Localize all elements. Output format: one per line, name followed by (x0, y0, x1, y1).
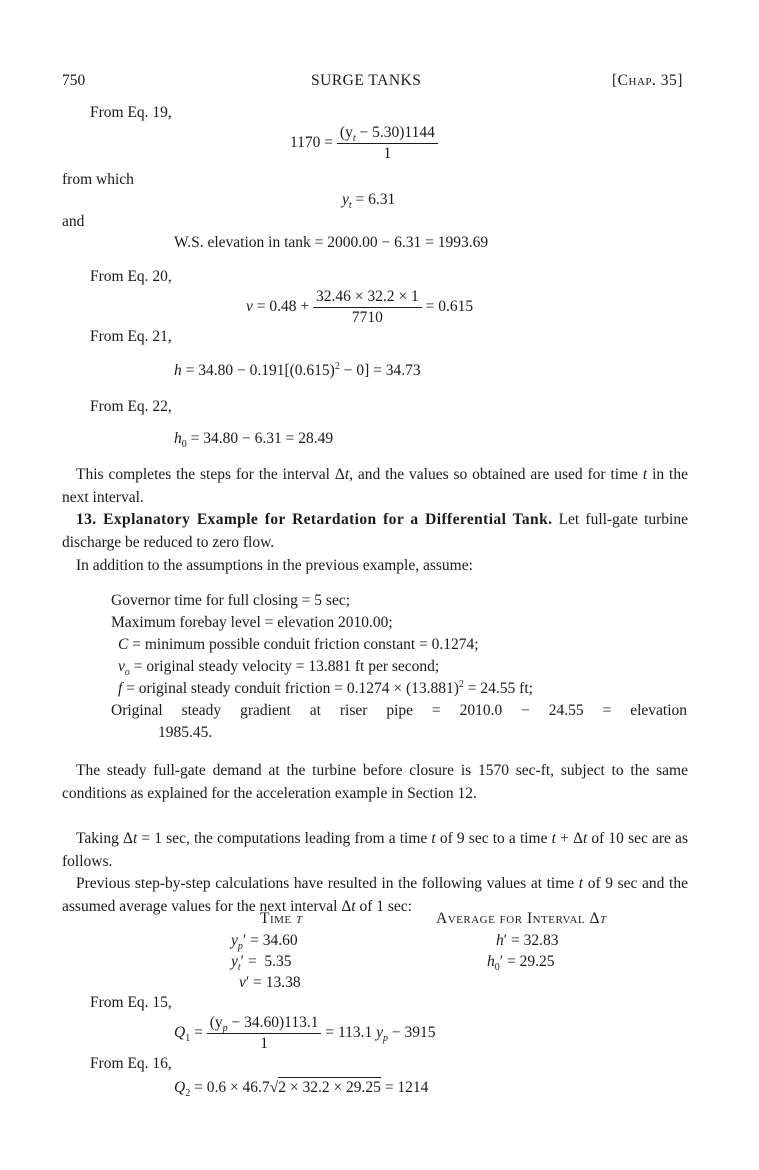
assumption-gradient-cont: 1985.45. (158, 724, 213, 741)
paragraph-taking-dt: Taking Δt = 1 sec, the computations leading from a time t of 9 sec to a time t + Δt of 10 sec are as follows. (62, 830, 688, 870)
section-13-intro: In addition to the assumptions in the previous example, assume: (76, 557, 473, 574)
assumption-gradient: Original steady gradient at riser pipe = 2010.0 − 24.55 = elevation (111, 702, 687, 719)
table-header-time: Time t (260, 910, 303, 927)
equation-eq15: $Q_1$ = $\frac{(y_p - 34.60)113.1}{1}$ = 113.1 $y_p - 3915$ (174, 1014, 436, 1052)
label-eq19: From Eq. 19, (90, 104, 172, 121)
fraction-eq19: $\frac{(y_t - 5.30)1144}{1}$ (337, 124, 438, 163)
assumption-velocity: $v_o$ = original steady velocity = 13.881 ft per second; (118, 658, 440, 679)
label-eq21: From Eq. 21, (90, 328, 172, 345)
section-13-heading: 13. Explanatory Example for Retardation for a Differential Tank. (76, 511, 553, 528)
section-13 (62, 508, 688, 554)
table-value-yp: $y_p' = 34.60$ (231, 932, 298, 953)
page-number: 750 (62, 72, 86, 89)
equation-eq21: $h = 34.80 - 0.191[(0.615)^2 - 0] = 34.73$ (174, 360, 421, 379)
label-eq20: From Eq. 20, (90, 268, 172, 285)
equation-yt: $y_t = 6.31$ (342, 191, 396, 212)
sqrt-symbol: √ (269, 1079, 279, 1096)
chapter-label: [Chap. 35] (612, 72, 683, 89)
table-value-yt: $y_t' = 5.35$ (231, 953, 292, 974)
assumption-governor: Governor time for full closing = 5 sec; (111, 592, 351, 609)
table-value-h0: $h_0' = 29.25$ (487, 953, 555, 974)
table-value-v: v′ = 13.38 (239, 974, 301, 991)
fraction-eq20: $\frac{32.46 \times 32.2 \times 1}{7710}$ (313, 288, 422, 327)
paragraph-completes: This completes the steps for the interval Δt, and the values so obtained are used for time t in the next interval. (62, 466, 688, 506)
paragraph-previous-calcs: Previous step-by-step calculations have resulted in the following values at time t of 9 sec and the assumed average values for the next interval Δt of 1 sec: (62, 875, 688, 915)
fraction-eq15: $\frac{(y_p - 34.60)113.1}{1}$ (207, 1014, 322, 1053)
assumption-forebay: Maximum forebay level = elevation 2010.00; (111, 614, 393, 631)
table-value-h: h′ = 32.83 (496, 932, 559, 949)
equation-eq20: v = 0.48 + $\frac{32.46 \times 32.2 \times 1}{7710}$ = 0.615 (246, 288, 474, 326)
equation-ws-elevation: W.S. elevation in tank = 2000.00 − 6.31 = 1993.69 (174, 234, 489, 251)
running-title: SURGE TANKS (311, 72, 422, 89)
label-and: and (62, 213, 85, 230)
paragraph-full-gate-demand: The steady full-gate demand at the turbine before closure is 1570 sec-ft, subject to the same conditions as explained for the acceleration example in Section 12. (62, 762, 688, 802)
section-13-text: Let full-gate turbine discharge be reduced to zero flow. (62, 511, 688, 551)
table-header-average: Average for Interval Δt (436, 910, 607, 927)
equation-eq22: $h_0 = 34.80 - 6.31 = 28.49$ (174, 430, 334, 451)
label-eq16: From Eq. 16, (90, 1055, 172, 1072)
sqrt-radicand: 2 × 32.2 × 29.25 (278, 1079, 381, 1096)
label-eq22: From Eq. 22, (90, 398, 172, 415)
equation-eq16: $Q_2 = 0.6 \times 46.7√2 \times 32.2 \times 29.25 = 1214$ (174, 1079, 429, 1100)
label-eq15: From Eq. 15, (90, 994, 172, 1011)
label-from-which: from which (62, 171, 134, 188)
assumption-friction-constant: C = minimum possible conduit friction constant = 0.1274; (118, 636, 479, 653)
equation-eq19: 1170 = $\frac{(y_t - 5.30)1144}{1}$ (290, 124, 438, 163)
assumption-conduit-friction: f = original steady conduit friction = $0.1274 \times (13.881)^2 = 24.55$ ft; (118, 678, 533, 697)
